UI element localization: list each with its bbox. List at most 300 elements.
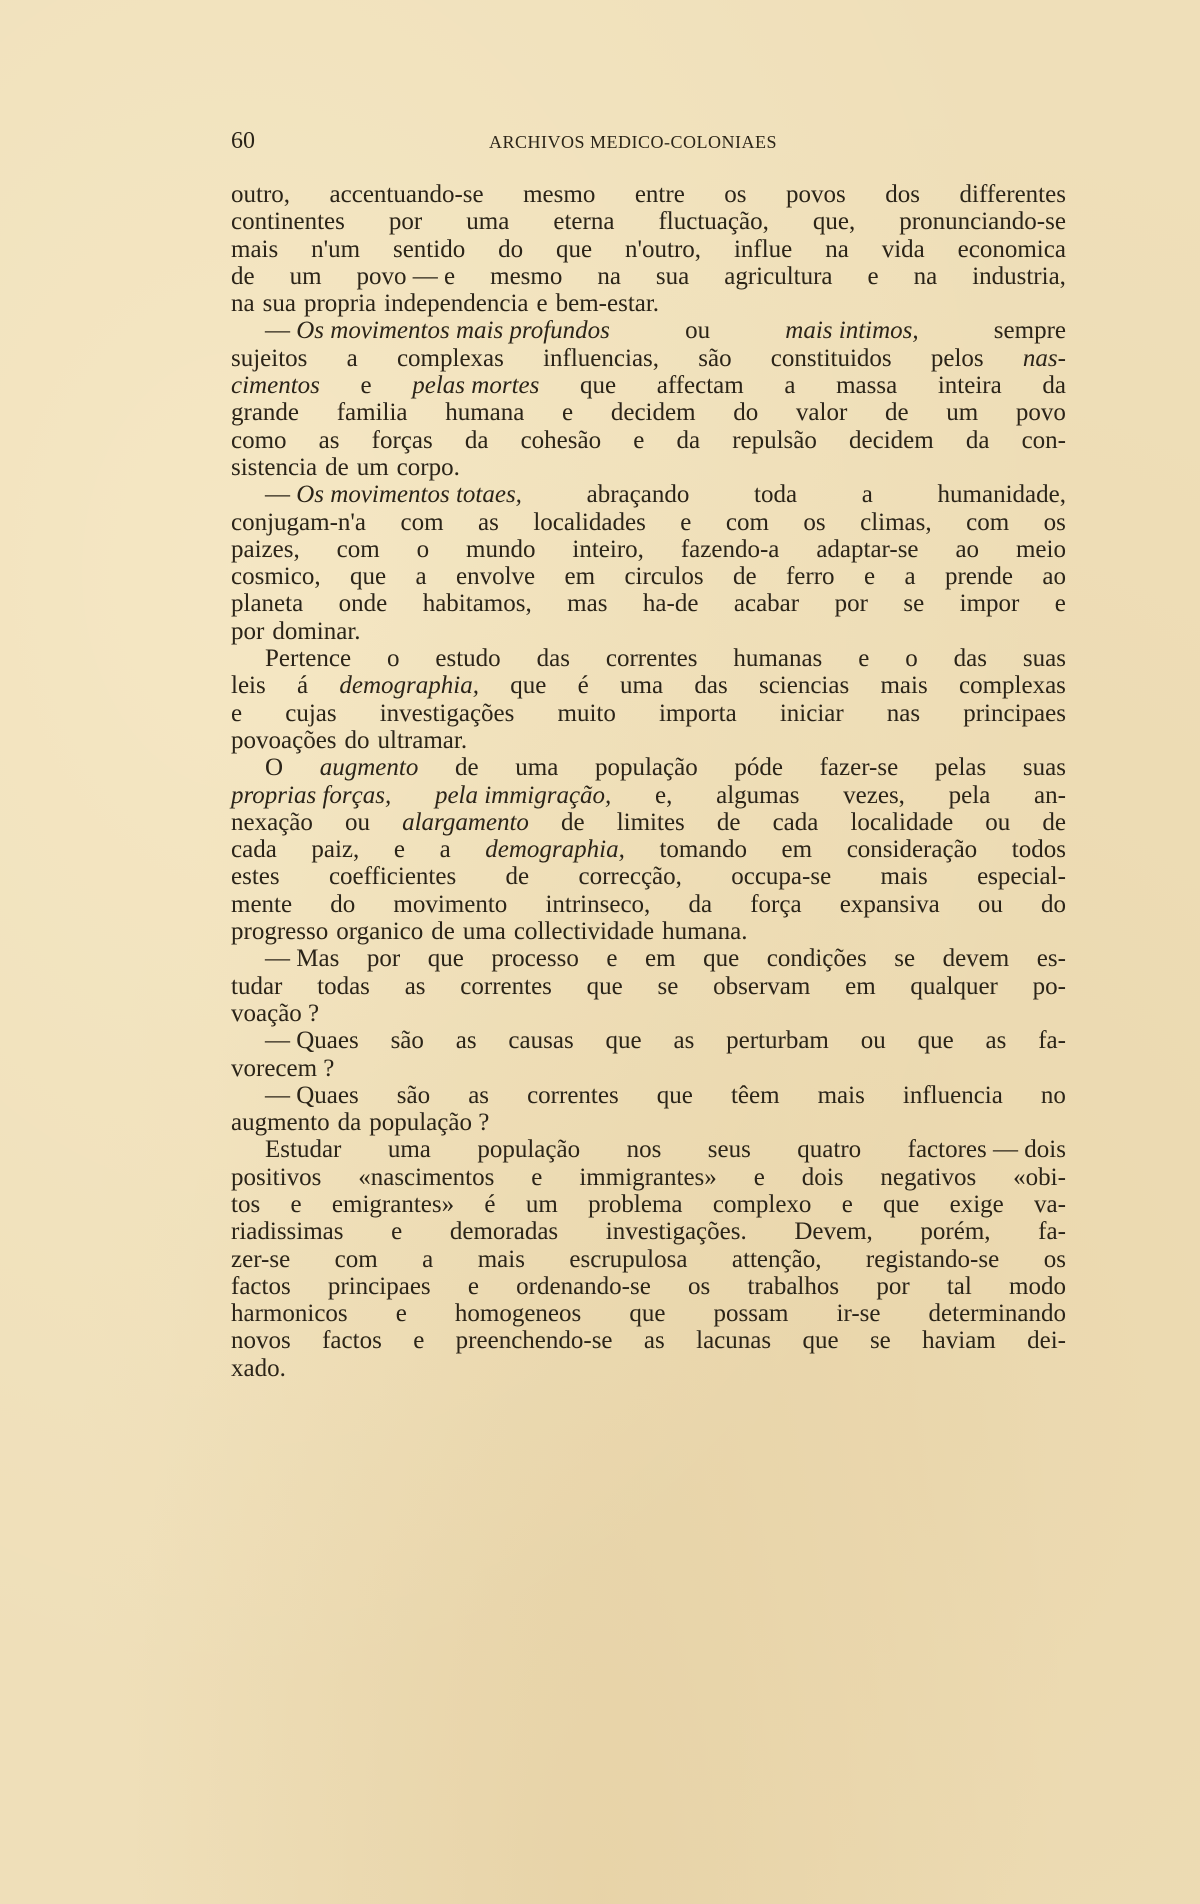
- word: sempre: [993, 317, 1066, 345]
- word: toda: [754, 481, 798, 509]
- text-line: [231, 945, 1066, 972]
- word: organico: [336, 918, 424, 946]
- paragraph: [231, 1027, 1066, 1082]
- text-line: [231, 1300, 1066, 1327]
- word: circulos: [624, 563, 704, 591]
- word: ha-de: [642, 590, 699, 618]
- text-line: [231, 536, 1066, 563]
- word: n'outro,: [625, 235, 702, 263]
- word: em: [845, 972, 876, 1000]
- word: a: [439, 836, 451, 864]
- word: e: [633, 426, 645, 454]
- word: factos: [231, 1272, 291, 1300]
- word: mais: [477, 1245, 525, 1273]
- word: população: [477, 1136, 581, 1164]
- word: á: [297, 672, 309, 700]
- word: possam: [713, 1300, 789, 1328]
- word: nas-: [1022, 344, 1066, 372]
- word: correntes: [527, 1081, 619, 1109]
- word: acabar: [733, 590, 800, 618]
- word: com: [336, 535, 380, 563]
- word: e: [863, 563, 876, 591]
- word: demographia,: [339, 672, 479, 700]
- word: inteira: [937, 372, 1002, 400]
- paragraph: [231, 945, 1066, 1027]
- word: — Quaes: [265, 1027, 359, 1055]
- word: — Quaes: [265, 1081, 359, 1109]
- word: onde: [338, 590, 388, 618]
- word: eterna: [553, 208, 615, 236]
- word: sentido: [392, 235, 466, 263]
- word: de: [431, 918, 455, 946]
- word: escrupulosa: [569, 1245, 688, 1273]
- word: mas: [567, 590, 608, 618]
- word: — Os movimentos totaes,: [265, 481, 522, 509]
- word: é: [577, 672, 589, 700]
- word: pronunciando-se: [899, 208, 1066, 236]
- word: no: [1040, 1081, 1066, 1109]
- word: industria,: [972, 262, 1066, 290]
- word: economica: [957, 235, 1066, 263]
- word: de: [716, 808, 741, 836]
- word: correntes: [605, 645, 698, 673]
- text-line: [231, 836, 1066, 863]
- text-line: [231, 918, 1066, 945]
- word: ou: [860, 1027, 886, 1055]
- word: registando-se: [865, 1245, 1000, 1273]
- word: humana.: [662, 918, 748, 946]
- word: a: [904, 563, 916, 591]
- word: que: [917, 1027, 954, 1055]
- word: investigações.: [605, 1218, 747, 1246]
- word: expansiva: [839, 890, 940, 918]
- word: zer-se: [231, 1245, 291, 1273]
- word: complexas: [958, 672, 1066, 700]
- word: independencia: [384, 290, 529, 318]
- word: meio: [1015, 535, 1066, 563]
- word: povoações: [231, 726, 337, 754]
- word: agricultura: [724, 262, 833, 290]
- word: o: [416, 535, 430, 563]
- word: — Mas: [265, 945, 340, 973]
- text-line: [231, 1109, 1066, 1136]
- text-line: [231, 973, 1066, 1000]
- word: «obi-: [1013, 1163, 1066, 1191]
- word: e: [562, 399, 574, 427]
- word: algumas: [716, 781, 800, 809]
- word: as: [404, 972, 426, 1000]
- word: collectividade: [513, 918, 655, 946]
- word: seus: [707, 1136, 751, 1164]
- word: nas: [886, 699, 921, 727]
- word: dois: [801, 1163, 844, 1191]
- word: a: [784, 372, 796, 400]
- word: occupa-se: [731, 863, 832, 891]
- word: alargamento: [402, 808, 529, 836]
- text-line: [231, 263, 1066, 290]
- word: com: [400, 508, 444, 536]
- word: influencias,: [543, 344, 660, 372]
- word: po-: [1032, 972, 1066, 1000]
- word: vezes,: [843, 781, 905, 809]
- word: localidades: [533, 508, 646, 536]
- word: mais: [231, 235, 279, 263]
- word: attenção,: [731, 1245, 822, 1273]
- text-line: [231, 727, 1066, 754]
- word: Devem,: [794, 1218, 873, 1246]
- word: augmento: [319, 754, 419, 782]
- word: e: [1054, 590, 1066, 618]
- word: uma: [387, 1136, 431, 1164]
- word: os: [1043, 508, 1066, 536]
- word: massa: [836, 372, 898, 400]
- text-line: [231, 1055, 1066, 1082]
- word: e: [531, 1163, 543, 1191]
- word: as: [643, 1327, 665, 1355]
- word: Pertence: [265, 645, 352, 673]
- word: harmonicos: [231, 1300, 348, 1328]
- word: muito: [557, 699, 616, 727]
- word: quatro: [797, 1136, 862, 1164]
- word: pelas: [934, 754, 987, 782]
- word: problema: [588, 1190, 683, 1218]
- word: da: [965, 426, 990, 454]
- word: progresso: [231, 918, 329, 946]
- word: e: [753, 1163, 765, 1191]
- word: a: [861, 481, 873, 509]
- text-line: [231, 754, 1066, 781]
- word: ir-se: [836, 1300, 881, 1328]
- word: modo: [1009, 1272, 1066, 1300]
- word: humanas: [733, 645, 823, 673]
- word: valor: [795, 399, 848, 427]
- paragraph: [231, 1082, 1066, 1137]
- word: por: [876, 1272, 910, 1300]
- word: propria: [303, 290, 377, 318]
- word: e: [231, 699, 243, 727]
- word: iniciar: [779, 699, 844, 727]
- word: — Os movimentos mais profundos: [265, 317, 610, 345]
- word: an-: [1034, 781, 1066, 809]
- word: o: [386, 645, 400, 673]
- word: dominar.: [272, 617, 361, 645]
- word: suas: [1022, 754, 1066, 782]
- word: fa-: [1038, 1218, 1066, 1246]
- word: demographia,: [485, 836, 625, 864]
- word: em: [564, 563, 596, 591]
- word: corpo.: [396, 453, 460, 481]
- word: um: [525, 1190, 558, 1218]
- word: as: [478, 508, 499, 536]
- text-line: [231, 1246, 1066, 1273]
- word: força: [750, 890, 802, 918]
- word: são: [390, 1027, 424, 1055]
- word: que: [510, 672, 547, 700]
- word: affectam: [656, 372, 744, 400]
- word: investigações: [379, 699, 515, 727]
- word: humanidade,: [937, 481, 1066, 509]
- word: e: [290, 1190, 302, 1218]
- word: cohesão: [520, 426, 602, 454]
- word: ao: [955, 535, 980, 563]
- text-line: [231, 672, 1066, 699]
- word: negativos: [880, 1163, 977, 1191]
- word: as: [455, 1027, 477, 1055]
- word: uma: [620, 672, 664, 700]
- word: outro,: [231, 181, 291, 208]
- word: que: [556, 235, 593, 263]
- word: um: [289, 262, 322, 290]
- word: por: [834, 590, 868, 618]
- word: das: [694, 672, 728, 700]
- word: fazendo-a: [680, 535, 780, 563]
- word: n'um: [311, 235, 361, 263]
- word: povo — e: [356, 262, 456, 290]
- word: dei-: [1027, 1327, 1066, 1355]
- word: processo: [491, 945, 579, 973]
- word: do: [344, 726, 370, 754]
- word: é: [484, 1190, 496, 1218]
- running-head: [231, 120, 821, 154]
- word: de: [884, 399, 909, 427]
- word: população ?: [369, 1109, 490, 1137]
- word: póde: [734, 754, 783, 782]
- word: exige: [949, 1190, 1004, 1218]
- word: estudo: [435, 645, 501, 673]
- word: vorecem ?: [231, 1054, 335, 1082]
- word: mais intimos,: [785, 317, 919, 345]
- text-line: [231, 1000, 1066, 1027]
- word: observam: [713, 972, 811, 1000]
- word: humana: [445, 399, 525, 427]
- word: proprias forças,: [231, 781, 392, 809]
- word: entre: [634, 181, 685, 208]
- word: voação ?: [231, 999, 320, 1027]
- word: que: [605, 1027, 642, 1055]
- word: continentes: [231, 208, 345, 236]
- text-line: [231, 372, 1066, 399]
- word: com: [966, 508, 1010, 536]
- word: ou: [685, 317, 711, 345]
- word: grande: [231, 399, 300, 427]
- word: coefficientes: [328, 863, 457, 891]
- text-line: [231, 863, 1066, 890]
- text-line: [231, 399, 1066, 426]
- word: as: [985, 1027, 1007, 1055]
- word: ou: [985, 808, 1011, 836]
- text-line: [231, 1355, 1066, 1382]
- word: sua: [262, 290, 296, 318]
- word: Estudar: [265, 1136, 342, 1164]
- word: pelas mortes: [412, 372, 540, 400]
- word: de: [1042, 808, 1066, 836]
- word: impor: [959, 590, 1020, 618]
- word: uma: [462, 918, 506, 946]
- word: de: [231, 262, 255, 290]
- word: cimentos: [231, 372, 320, 400]
- word: inteiro,: [572, 535, 644, 563]
- word: das: [536, 645, 570, 673]
- word: mundo: [466, 535, 536, 563]
- word: em: [645, 945, 676, 973]
- word: vida: [881, 235, 925, 263]
- word: ou: [977, 890, 1003, 918]
- text-line: [231, 481, 1066, 508]
- word: têem: [730, 1081, 780, 1109]
- word: determinando: [928, 1300, 1066, 1328]
- word: como: [231, 426, 287, 454]
- word: e: [395, 1300, 407, 1328]
- word: de: [505, 863, 530, 891]
- word: positivos: [231, 1163, 322, 1191]
- word: em: [781, 836, 813, 864]
- word: da: [337, 1109, 362, 1137]
- word: da: [1042, 372, 1066, 400]
- text-line: [231, 891, 1066, 918]
- text-line: [231, 454, 1066, 481]
- word: os: [1043, 1245, 1066, 1273]
- word: que: [802, 1327, 839, 1355]
- word: sujeitos: [231, 344, 308, 372]
- word: na: [597, 262, 621, 290]
- word: pela immigração,: [434, 781, 612, 809]
- word: e: [680, 508, 692, 536]
- word: nos: [626, 1136, 662, 1164]
- word: abraçando: [586, 481, 690, 509]
- word: do: [733, 399, 759, 427]
- word: que: [427, 945, 464, 973]
- word: cosmico,: [231, 563, 321, 591]
- word: as: [673, 1027, 695, 1055]
- word: e: [391, 1218, 403, 1246]
- word: estes: [231, 863, 280, 891]
- word: accentuando-se: [329, 181, 484, 208]
- word: um: [356, 453, 389, 481]
- word: e: [606, 945, 618, 973]
- word: e: [841, 1190, 853, 1218]
- word: importa: [658, 699, 737, 727]
- word: que: [579, 372, 617, 400]
- word: mesmo: [523, 181, 596, 208]
- word: mente: [231, 890, 293, 918]
- word: suas: [1022, 645, 1066, 673]
- word: tudar: [231, 972, 283, 1000]
- word: da: [688, 890, 713, 918]
- word: pelos: [930, 344, 984, 372]
- word: se: [657, 972, 679, 1000]
- word: ferro: [785, 563, 835, 591]
- word: con-: [1021, 426, 1066, 454]
- text-line: [231, 1164, 1066, 1191]
- word: novos: [231, 1327, 291, 1355]
- text-line: [231, 1136, 1066, 1163]
- word: por: [388, 208, 423, 236]
- word: tal: [946, 1272, 972, 1300]
- word: augmento: [231, 1109, 330, 1137]
- word: do: [498, 235, 524, 263]
- word: de: [454, 754, 479, 782]
- text-line: [231, 345, 1066, 372]
- text-line: [231, 1327, 1066, 1354]
- word: correntes: [460, 972, 552, 1000]
- word: porém,: [920, 1218, 991, 1246]
- word: na: [231, 290, 255, 318]
- text-line: [231, 590, 1066, 617]
- word: que: [586, 972, 623, 1000]
- paragraph: [231, 317, 1066, 481]
- word: factores — dois: [907, 1136, 1066, 1164]
- word: localidade: [850, 808, 954, 836]
- word: va-: [1034, 1190, 1066, 1218]
- word: ultramar.: [377, 726, 468, 754]
- word: com: [725, 508, 769, 536]
- word: planeta: [231, 590, 304, 618]
- word: fa-: [1038, 1027, 1066, 1055]
- word: emigrantes»: [331, 1190, 455, 1218]
- word: especial-: [977, 863, 1066, 891]
- word: trabalhos: [747, 1272, 840, 1300]
- word: repulsão: [732, 426, 817, 454]
- word: na: [825, 235, 849, 263]
- word: da: [676, 426, 701, 454]
- word: paiz,: [311, 836, 360, 864]
- body-text: [231, 181, 1066, 1382]
- word: da: [464, 426, 489, 454]
- word: por: [366, 945, 401, 973]
- word: e: [360, 372, 372, 400]
- word: pela: [948, 781, 991, 809]
- text-line: [231, 563, 1066, 590]
- word: mais: [880, 863, 928, 891]
- word: influencia: [902, 1081, 1003, 1109]
- word: bem-estar.: [555, 290, 660, 318]
- word: causas: [508, 1027, 574, 1055]
- word: se: [894, 945, 916, 973]
- word: de: [325, 453, 349, 481]
- word: familia: [336, 399, 408, 427]
- word: cada: [772, 808, 819, 836]
- word: haviam: [922, 1327, 996, 1355]
- word: se: [903, 590, 925, 618]
- word: habitamos,: [422, 590, 532, 618]
- word: mais: [880, 672, 928, 700]
- word: movimento: [393, 890, 508, 918]
- word: um: [946, 399, 979, 427]
- word: lacunas: [696, 1327, 772, 1355]
- word: que: [349, 563, 387, 591]
- word: das: [953, 645, 987, 673]
- word: fazer-se: [819, 754, 899, 782]
- word: fluctuação,: [658, 208, 769, 236]
- word: são: [698, 344, 732, 372]
- word: o: [905, 645, 918, 673]
- word: paizes,: [231, 535, 300, 563]
- word: decidem: [610, 399, 696, 427]
- word: que: [629, 1300, 666, 1328]
- text-line: [231, 1273, 1066, 1300]
- text-line: [231, 1218, 1066, 1245]
- text-line: [231, 809, 1066, 836]
- word: climas,: [860, 508, 932, 536]
- word: povo: [1015, 399, 1066, 427]
- word: principaes: [327, 1272, 431, 1300]
- word: uma: [515, 754, 559, 782]
- word: que: [883, 1190, 920, 1218]
- word: uma: [466, 208, 510, 236]
- word: immigrantes»: [579, 1163, 717, 1191]
- word: ou: [344, 808, 370, 836]
- word: de: [561, 808, 585, 836]
